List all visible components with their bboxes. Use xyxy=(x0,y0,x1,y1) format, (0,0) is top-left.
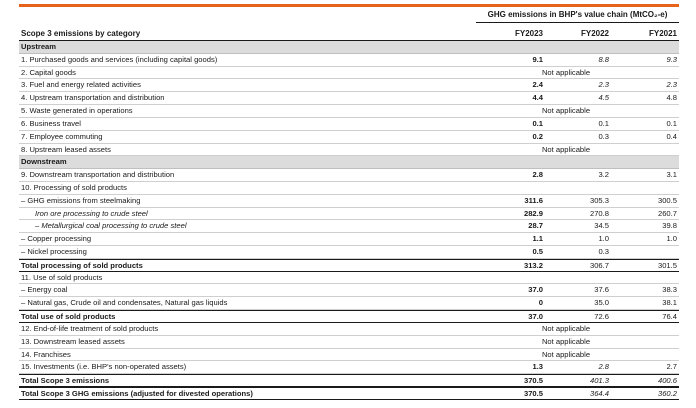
value-fy2022: 3.2 xyxy=(598,170,609,180)
total-row xyxy=(19,374,679,387)
table-row xyxy=(19,131,679,144)
row-label: Total Scope 3 emissions xyxy=(21,376,110,386)
row-label: Total use of sold products xyxy=(21,312,116,322)
section-header xyxy=(19,156,679,169)
not-applicable-label: Not applicable xyxy=(541,144,591,154)
row-label: 9. Downstream transportation and distribution xyxy=(21,170,175,180)
value-fy2022: 4.5 xyxy=(598,93,609,103)
value-fy2021: 39.8 xyxy=(662,221,677,231)
value-fy2022: 364.4 xyxy=(589,388,609,398)
row-label: 2. Capital goods xyxy=(21,67,76,77)
row-title: Scope 3 emissions by category xyxy=(21,29,141,38)
value-fy2022: 37.6 xyxy=(594,285,609,295)
value-fy2022: 305.3 xyxy=(589,195,609,205)
value-fy2022: 0.3 xyxy=(598,131,609,141)
row-label: 10. Processing of sold products xyxy=(21,182,127,192)
column-header-fy2022: FY2022 xyxy=(580,29,609,38)
table-row xyxy=(19,105,679,118)
table-row xyxy=(19,297,679,310)
value-fy2021: 2.7 xyxy=(666,362,677,372)
total-row xyxy=(19,310,679,323)
row-label: 6. Business travel xyxy=(21,118,81,128)
value-fy2023: 370.5 xyxy=(523,376,543,386)
value-fy2022: 2.3 xyxy=(598,80,609,90)
value-fy2023: 0.1 xyxy=(532,118,543,128)
value-fy2022: 1.0 xyxy=(598,234,609,244)
row-label: Iron ore processing to crude steel xyxy=(35,208,148,218)
table-row xyxy=(19,182,679,195)
row-label: 11. Use of sold products xyxy=(21,272,103,282)
value-fy2021: 9.3 xyxy=(666,54,677,64)
row-label: 8. Upstream leased assets xyxy=(21,144,111,154)
table-row xyxy=(19,79,679,92)
not-applicable-label: Not applicable xyxy=(541,106,591,116)
table-row xyxy=(19,220,679,233)
row-label: Downstream xyxy=(21,157,67,167)
table-row xyxy=(19,336,679,349)
value-fy2021: 2.3 xyxy=(666,80,677,90)
value-fy2023: 1.1 xyxy=(532,234,543,244)
section-header xyxy=(19,41,679,54)
value-fy2022: 35.0 xyxy=(594,298,609,308)
value-fy2023: 28.7 xyxy=(528,221,543,231)
value-fy2023: 4.4 xyxy=(532,93,543,103)
row-label: Upstream xyxy=(21,42,57,51)
group-title-rule xyxy=(476,22,679,23)
row-label: – Copper processing xyxy=(21,234,92,244)
row-label: – Nickel processing xyxy=(21,247,87,256)
value-fy2023: 2.8 xyxy=(532,170,543,180)
not-applicable-label: Not applicable xyxy=(541,336,591,346)
value-fy2021: 400.6 xyxy=(657,376,677,386)
total-row xyxy=(19,387,679,400)
value-fy2021: 4.8 xyxy=(666,93,677,103)
value-fy2021: 0.1 xyxy=(666,118,677,128)
value-fy2021: 300.5 xyxy=(657,195,677,205)
value-fy2021: 0.4 xyxy=(666,131,677,141)
value-fy2023: 313.2 xyxy=(523,260,543,270)
value-fy2021: 38.3 xyxy=(662,285,677,295)
value-fy2023: 311.6 xyxy=(524,195,543,205)
table-row xyxy=(19,233,679,246)
value-fy2022: 0.3 xyxy=(598,247,609,256)
table-row xyxy=(19,349,679,362)
table-row xyxy=(19,54,679,67)
value-fy2023: 0 xyxy=(538,298,543,308)
value-fy2022: 34.5 xyxy=(594,221,609,231)
value-fy2021: 3.1 xyxy=(666,170,677,180)
row-label: – Metallurgical coal processing to crude steel xyxy=(35,221,187,231)
not-applicable-label: Not applicable xyxy=(541,349,591,359)
row-label: 13. Downstream leased assets xyxy=(21,336,125,346)
value-fy2023: 9.1 xyxy=(532,54,543,64)
table-row xyxy=(19,195,679,208)
value-fy2021: 360.2 xyxy=(657,388,677,398)
value-fy2021: 76.4 xyxy=(662,312,677,322)
row-label: – GHG emissions from steelmaking xyxy=(21,195,141,205)
column-header-fy2021: FY2021 xyxy=(648,29,677,38)
value-fy2023: 2.4 xyxy=(532,80,543,90)
table-row xyxy=(19,118,679,131)
value-fy2021: 1.0 xyxy=(666,234,677,244)
total-row xyxy=(19,259,679,272)
not-applicable-label: Not applicable xyxy=(541,323,591,333)
row-label: 4. Upstream transportation and distribution xyxy=(21,93,165,103)
value-fy2021: 301.5 xyxy=(657,260,677,270)
not-applicable-label: Not applicable xyxy=(541,67,591,77)
row-label: 14. Franchises xyxy=(21,349,71,359)
column-header-fy2023: FY2023 xyxy=(514,29,543,38)
row-label: 7. Employee commuting xyxy=(21,131,103,141)
value-fy2021: 260.7 xyxy=(657,208,677,218)
value-fy2022: 72.6 xyxy=(594,312,609,322)
table-row xyxy=(19,169,679,182)
row-label: 1. Purchased goods and services (including capital goods) xyxy=(21,54,218,64)
table-row xyxy=(19,67,679,80)
value-fy2022: 0.1 xyxy=(598,118,609,128)
value-fy2023: 1.3 xyxy=(532,362,543,372)
row-label: Total Scope 3 GHG emissions (adjusted for divested operations) xyxy=(21,388,253,398)
value-fy2022: 306.7 xyxy=(589,260,609,270)
table-row xyxy=(19,208,679,221)
value-fy2023: 37.0 xyxy=(528,285,543,295)
table-row xyxy=(19,361,679,374)
table-row xyxy=(19,92,679,105)
value-fy2023: 37.0 xyxy=(528,312,543,322)
row-label: – Natural gas, Crude oil and condensates, Natural gas liquids xyxy=(21,298,228,308)
value-fy2022: 401.3 xyxy=(589,376,609,386)
value-fy2022: 8.8 xyxy=(598,54,609,64)
value-fy2023: 0.2 xyxy=(532,131,543,141)
row-label: Total processing of sold products xyxy=(21,260,143,270)
table-row xyxy=(19,144,679,157)
value-fy2023: 370.5 xyxy=(523,388,543,398)
table-row xyxy=(19,284,679,297)
row-label: 12. End-of-life treatment of sold products xyxy=(21,323,159,333)
row-label: 15. Investments (i.e. BHP's non-operated assets) xyxy=(21,362,187,372)
group-title: GHG emissions in BHP's value chain (MtCO₂-e) xyxy=(487,10,668,19)
table-row xyxy=(19,272,679,285)
value-fy2022: 270.8 xyxy=(589,208,609,218)
row-label: – Energy coal xyxy=(21,285,68,295)
row-label: 3. Fuel and energy related activities xyxy=(21,80,141,90)
emissions-table xyxy=(19,41,679,400)
value-fy2023: 282.9 xyxy=(523,208,543,218)
value-fy2023: 0.5 xyxy=(532,247,543,256)
table-row xyxy=(19,246,679,259)
value-fy2022: 2.8 xyxy=(598,362,609,372)
accent-rule xyxy=(19,4,679,7)
value-fy2021: 38.1 xyxy=(662,298,677,308)
table-row xyxy=(19,323,679,336)
row-label: 5. Waste generated in operations xyxy=(21,106,133,116)
